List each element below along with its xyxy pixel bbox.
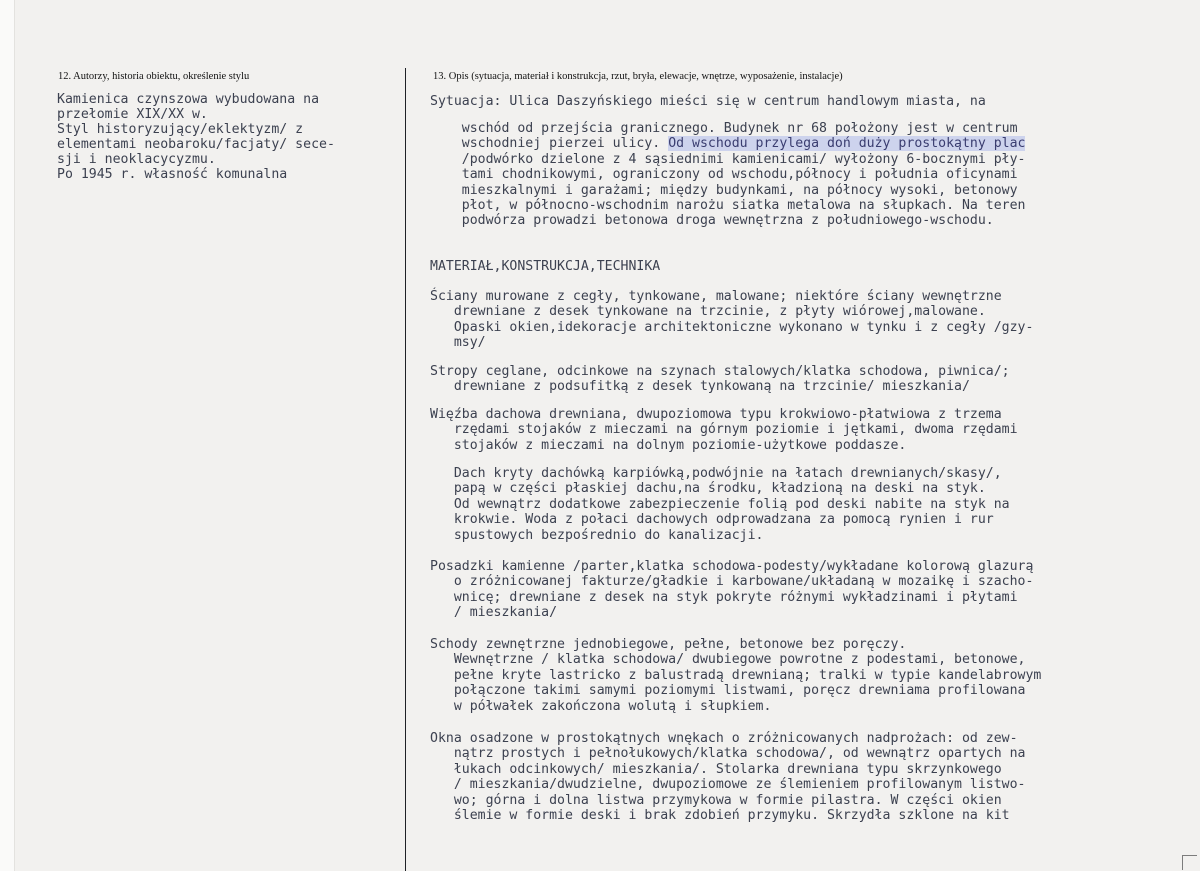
text-line: Okna osadzone w prostokątnych wnękach o zróżnicowanych nadprożach: od zew- [430, 731, 1018, 746]
history-line: Po 1945 r. własność komunalna [57, 167, 288, 182]
text-line: wnicę; drewniane z desek na styk pokryte różnymi wykładzinami i płytami [430, 589, 1018, 605]
text-line: pełne kryte lastricko z balustradą drewnianą; tralki w typie kandelabrowym [430, 667, 1042, 683]
situation-paragraph [430, 121, 1025, 229]
stairs-paragraph [430, 637, 1041, 714]
text-line: Posadzki kamienne /parter,klatka schodowa-podesty/wykładane kolorową glazurą [430, 559, 1034, 574]
text-line: Więźba dachowa drewniana, dwupoziomowa typu krokwiowo-płatwiowa z trzema [430, 407, 1002, 422]
text-line: Stropy ceglane, odcinkowe na szynach stalowych/klatka schodowa, piwnica/; [430, 364, 1010, 379]
history-line: elementami neobaroku/facjaty/ sece- [57, 137, 335, 152]
authors-history-text [57, 92, 335, 182]
page-edge [0, 0, 15, 871]
roof-paragraph [430, 466, 1010, 543]
walls-paragraph [430, 289, 1033, 351]
text-line: /podwórko dzielone z 4 sąsiednimi kamienicami/ wyłożony 6-bocznymi pły- [430, 151, 1026, 167]
text-line: / mieszkania/ [430, 605, 558, 621]
text-line: Schody zewnętrzne jednobiegowe, pełne, betonowe bez poręczy. [430, 637, 907, 652]
text-line: ślemie w formie deski i brak zdobień przymyku. Skrzydła szklone na kit [430, 808, 1010, 824]
text-line: wschodniej pierzei ulicy. [430, 136, 669, 152]
floors-paragraph [430, 559, 1033, 621]
left-column-header: 12. Autorzy, historia obiektu, określenie stylu [58, 71, 250, 82]
text-line: / mieszkania/dwudzielne, dwupoziomowe ze ślemieniem profilowanym listwo- [430, 777, 1026, 793]
text-line: połączone takimi samymi poziomymi listwami, poręcz drewniama profilowana [430, 683, 1026, 699]
text-line: w półwałek zakończona wolutą i słupkiem. [430, 698, 772, 714]
situation-heading-line [430, 94, 986, 109]
text-line: o zróżnicowanej fakturze/gładkie i karbowane/układaną w mozaikę i szacho- [430, 574, 1034, 590]
text-line: łukach odcinkowych/ mieszkania/. Stolarka drewniana typu skrzynkowego [430, 761, 1002, 777]
history-line: sji i neoklacycyzmu. [57, 152, 216, 167]
text-line: Sytuacja: Ulica Daszyńskiego mieści się w centrum handlowym miasta, na [430, 94, 986, 109]
column-divider [405, 68, 406, 871]
section-title: MATERIAŁ,KONSTRUKCJA,TECHNIKA [430, 259, 661, 274]
text-line: wschód od przejścia granicznego. Budynek nr 68 położony jest w centrum [430, 121, 1018, 136]
right-column-header: 13. Opis (sytuacja, materiał i konstrukcja, rzut, bryła, elewacje, wnętrze, wyposażenie, instalacje) [433, 71, 843, 82]
text-line: Od wewnątrz dodatkowe zabezpieczenie folią pod deski nabite na styk na [430, 496, 1010, 512]
text-line: Ściany murowane z cegły, tynkowane, malowane; niektóre ściany wewnętrzne [430, 289, 1002, 304]
text-line: Opaski okien,idekoracje architektoniczne wykonano w tynku i z cegły /gzy- [430, 319, 1034, 335]
material-section-heading [430, 259, 660, 274]
text-line: msy/ [430, 335, 486, 351]
text-line: drewniane z podsufitką z desek tynkowaną na trzcinie/ mieszkania/ [430, 379, 970, 395]
text-line: tami chodnikowymi, ograniczony od wschodu,północy i południa oficynami [430, 167, 1018, 183]
text-line: mieszkalnymi i garażami; między budynkami, na północy wysoki, betonowy [430, 182, 1018, 198]
corner-mark [1182, 855, 1197, 870]
text-line: nątrz prostych i pełnołukowych/klatka schodowa/, od wewnątrz opartych na [430, 746, 1026, 762]
text-line: wo; górna i dolna listwa przymykowa w formie pilastra. W części okien [430, 792, 1002, 808]
history-line: Kamienica czynszowa wybudowana na [57, 92, 320, 107]
windows-paragraph [430, 731, 1025, 823]
text-line: papą w części płaskiej dachu,na środku, kładzioną na deski na styk. [430, 481, 986, 497]
history-line: Styl historyzujący/eklektyzm/ z [57, 122, 304, 137]
text-line: spustowych bezpośrednio do kanalizacji. [430, 527, 764, 543]
history-line: przełomie XIX/XX w. [57, 107, 208, 122]
highlighted-text: Od wschodu przylega doń duży prostokątny plac [668, 136, 1026, 152]
text-line: Wewnętrzne / klatka schodowa/ dwubiegowe powrotne z podestami, betonowe, [430, 652, 1026, 668]
text-line: stojaków z mieczami na dolnym poziomie-użytkowe poddasze. [430, 437, 907, 453]
roof-truss-paragraph [430, 407, 1018, 453]
text-line: płot, w północno-wschodnim narożu siatka metalowa na słupkach. Na teren [430, 198, 1026, 214]
text-line: podwórza prowadzi betonowa droga wewnętrzna z południowego-wschodu. [430, 213, 994, 229]
text-line: krokwie. Woda z połaci dachowych odprowadzana za pomocą rynien i rur [430, 512, 994, 528]
text-line: drewniane z desek tynkowane na trzcinie, z płyty wiórowej,malowane. [430, 304, 986, 320]
text-line: Dach kryty dachówką karpiówką,podwójnie na łatach drewnianych/skasy/, [430, 466, 1002, 481]
text-line: rzędami stojaków z mieczami na górnym poziomie i jętkami, dwoma rzędami [430, 422, 1018, 438]
ceilings-paragraph [430, 364, 1010, 395]
